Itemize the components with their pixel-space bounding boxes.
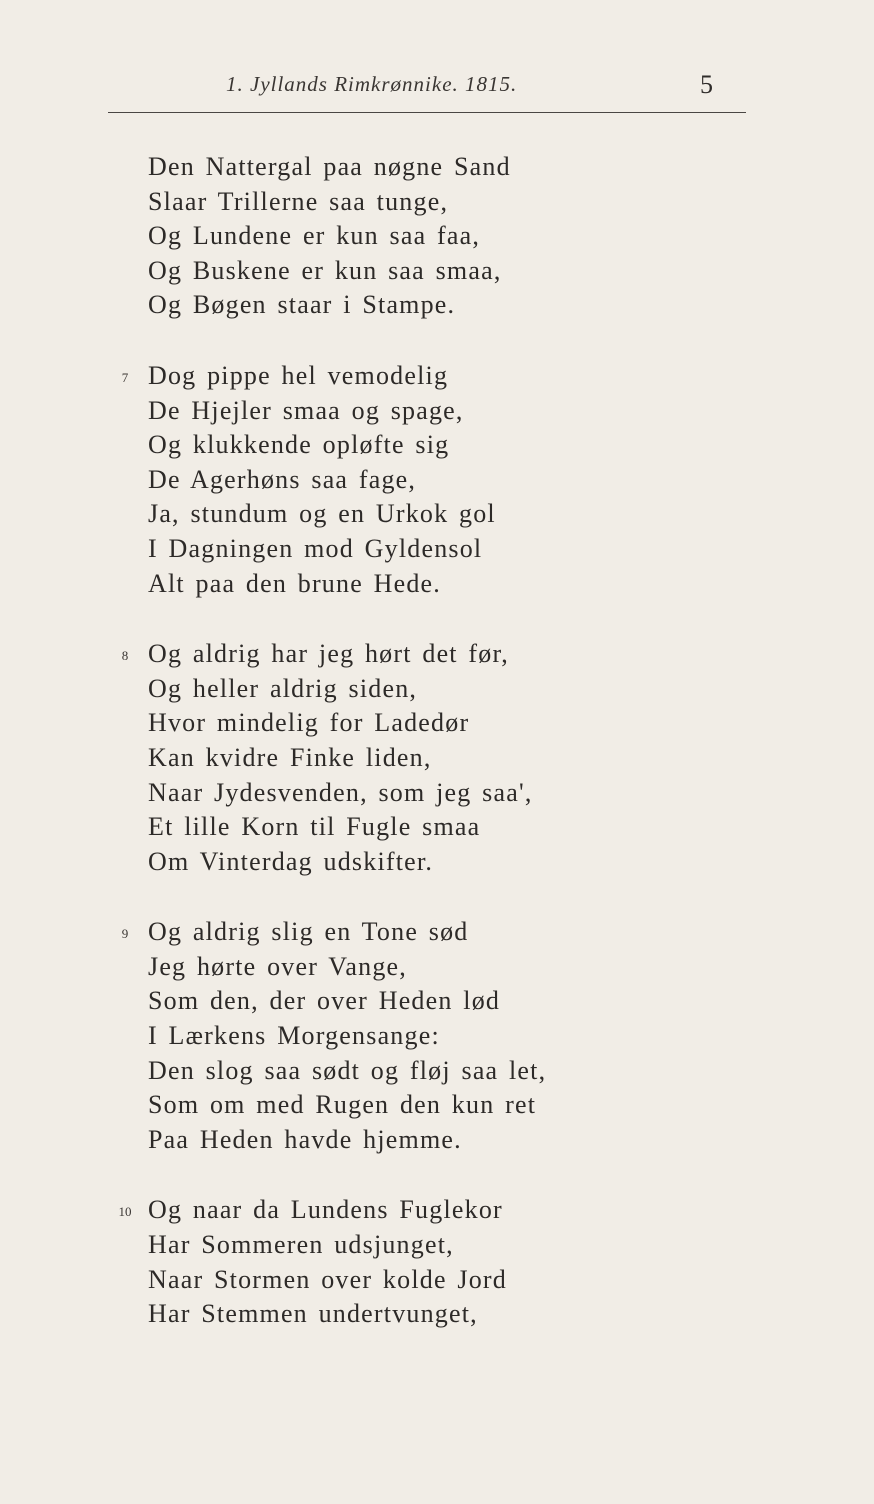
verse-line: Og klukkende opløfte sig [148,430,450,460]
verse-line: I Dagningen mod Gyldensol [148,533,483,563]
verse-line: Og Bøgen staar i Stampe. [148,290,456,320]
verse-line: Alt paa den brune Hede. [148,568,441,598]
stanza-number: 8 [121,648,129,664]
running-title: 1. Jyllands Rimkrønnike. 1815. [226,72,518,96]
stanza [0,637,874,879]
verse-line: Om Vinterdag udskifter. [148,846,434,876]
verse-line: De Agerhøns saa fage, [148,464,417,494]
stanza-number: 7 [121,369,129,385]
verse-line: Den Nattergal paa nøgne Sand [148,152,511,181]
page-number: 5 [700,70,713,99]
verse-line: Har Stemmen undertvunget, [148,1299,478,1329]
verse-line: Og Lundene er kun saa faa, [148,221,481,251]
verse-line: Som den, der over Heden lød [148,986,501,1016]
verse-line: Kan kvidre Finke liden, [148,742,432,772]
verse-line: Og Buskene er kun saa smaa, [148,255,502,285]
verse-line: Har Sommeren udsjunget, [148,1230,454,1260]
stanza-number: 9 [121,926,129,942]
verse-line: Hvor mindelig for Ladedør [148,708,470,738]
stanza [0,150,874,323]
verse-line: Paa Heden havde hjemme. [148,1124,462,1154]
verse-line: Et lille Korn til Fugle smaa [148,812,481,842]
stanza [0,915,874,1157]
verse-line: Som om med Rugen den kun ret [148,1090,537,1120]
header-rule [108,112,746,113]
verse-line: Og aldrig slig en Tone sød [148,917,469,947]
verse-line: Og aldrig har jeg hørt det før, [148,639,510,669]
poem [0,150,874,1368]
verse-line: Slaar Trillerne saa tunge, [148,186,449,216]
verse-line: De Hjejler smaa og spage, [148,395,464,425]
verse-line: Jeg hørte over Vange, [148,951,407,981]
verse-line: Naar Jydesvenden, som jeg saa', [148,777,533,807]
verse-line: Naar Stormen over kolde Jord [148,1264,507,1294]
verse-line: I Lærkens Morgensange: [148,1021,440,1051]
verse-line: Den slog saa sødt og fløj saa let, [148,1055,547,1085]
page-header [0,64,874,104]
verse-line: Dog pippe hel vemodelig [148,360,449,390]
verse-line: Og heller aldrig siden, [148,673,418,703]
verse-line: Og naar da Lundens Fuglekor [148,1195,503,1225]
stanza [0,359,874,601]
stanza [0,1193,874,1331]
stanza-number: 10 [118,1204,132,1220]
verse-line: Ja, stundum og en Urkok gol [148,499,496,529]
